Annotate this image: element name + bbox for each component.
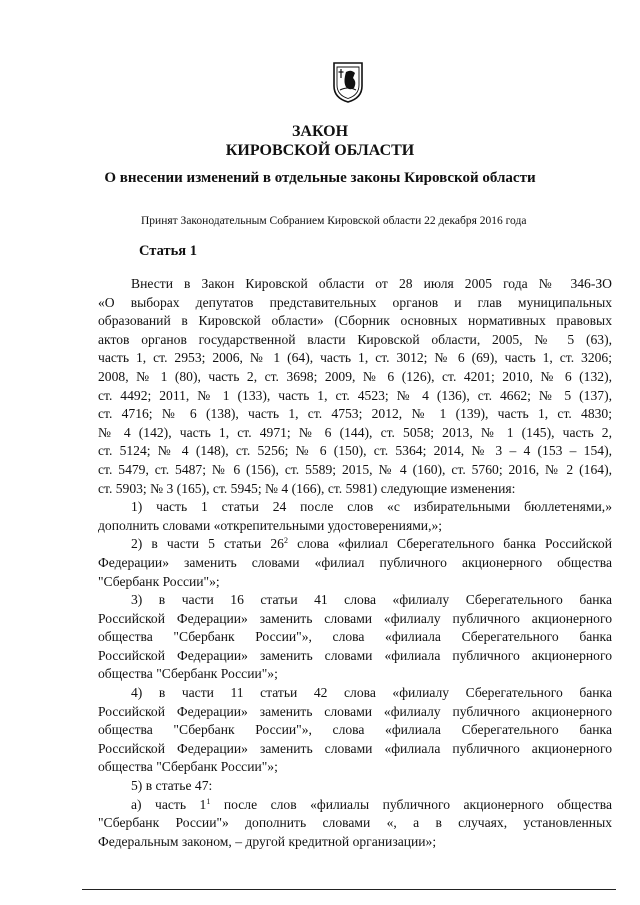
body-line: 2008, № 1 (80), часть 2, ст. 3698; 2009, № 6 (126), ст. 4201; 2010, № 6 (132), — [98, 368, 612, 384]
body-line: Российской Федерации» заменить словами «филиала публичного акционерного — [98, 647, 612, 663]
footer-divider — [82, 889, 616, 890]
body-line: дополнить словами «открепительными удостоверениями,»; — [98, 517, 443, 533]
body-line: 3) в части 16 статьи 41 слова «филиалу Сберегательного банка — [131, 592, 612, 608]
line-text: слова «филиал Сберегательного банка Российской — [287, 536, 612, 552]
body-line: общества "Сбербанк России"», слова «филиала Сберегательного банка — [98, 722, 612, 738]
body-line: 4) в части 11 статьи 42 слова «филиалу Сберегательного банка — [131, 685, 612, 701]
article-body — [98, 275, 612, 851]
line-text: 2) в части 5 статьи 26 — [131, 536, 284, 552]
document-subtitle: О внесении изменений в отдельные законы Кировской области — [104, 170, 536, 186]
region-title: КИРОВСКОЙ ОБЛАСТИ — [225, 142, 415, 159]
superscript-number: 1 — [206, 796, 211, 806]
body-line: часть 1, ст. 2953; 2006, № 1 (64), часть 1, ст. 3012; № 6 (69), часть 1, ст. 3206; — [98, 350, 612, 366]
body-line: актов органов государственной власти Кировской области, 2005, № 5 (63), — [98, 331, 612, 347]
body-line: "Сбербанк России"»; — [98, 573, 220, 589]
body-line — [98, 796, 612, 815]
body-line: Федерации» заменить словами «филиал публичного акционерного общества — [98, 554, 612, 570]
body-line: «О выборах депутатов представительных органов и глав муниципальных — [98, 294, 612, 310]
body-line: Внести в Закон Кировской области от 28 июля 2005 года № 346-ЗО — [131, 276, 612, 291]
body-line: ст. 5124; № 4 (148), ст. 5256; № 6 (150), ст. 5364; 2014, № 3 – 4 (153 – 154), — [98, 443, 612, 459]
body-line: ст. 5479, ст. 5487; № 6 (156), ст. 5589; 2015, № 4 (160), ст. 5760; 2016, № 2 (164), — [98, 461, 612, 477]
body-line: общества "Сбербанк России"»; — [98, 759, 278, 775]
superscript-number: 2 — [283, 536, 288, 546]
body-line: общества "Сбербанк России"», слова «филиала Сберегательного банка — [98, 629, 612, 645]
body-line: образований в Кировской области» (Сборник основных нормативных правовых — [98, 313, 612, 329]
body-line: "Сбербанк России"» дополнить словами «, а в случаях, установленных — [98, 815, 612, 831]
body-line: ст. 4716; № 6 (138), часть 1, ст. 4753; 2012, № 1 (139), часть 1, ст. 4830; — [98, 406, 612, 422]
law-title: ЗАКОН — [291, 123, 349, 140]
adoption-note: Принят Законодательным Собранием Кировской области 22 декабря 2016 года — [141, 215, 527, 227]
body-line: Федеральным законом, – другой кредитной организации»; — [98, 833, 437, 849]
body-line: ст. 5903; № 3 (165), ст. 5945; № 4 (166), ст. 5981) следующие изменения: — [98, 480, 516, 496]
body-line: ст. 4492; 2011, № 1 (133), часть 1, ст. 4523; № 4 (136), ст. 4662; № 5 (137), — [98, 387, 612, 403]
body-line: общества "Сбербанк России"»; — [98, 666, 278, 682]
body-line: Российской Федерации» заменить словами «филиалу публичного акционерного — [98, 703, 612, 719]
body-line: 5) в статье 47: — [131, 778, 213, 794]
kirov-coat-of-arms-emblem — [331, 60, 365, 104]
article-heading: Статья 1 — [139, 243, 197, 259]
line-text: после слов «филиалы публичного акционерного общества — [210, 796, 612, 812]
body-line: 1) часть 1 статьи 24 после слов «с избирательными бюллетенями,» — [131, 499, 612, 515]
body-line — [98, 535, 612, 554]
body-line: № 4 (142), часть 1, ст. 4971; № 6 (144), ст. 5058; 2013, № 1 (145), часть 2, — [98, 424, 612, 440]
body-line: Российской Федерации» заменить словами «филиалу публичного акционерного — [98, 610, 612, 626]
body-line: Российской Федерации» заменить словами «филиала публичного акционерного — [98, 740, 612, 756]
line-text: а) часть 1 — [131, 796, 207, 812]
